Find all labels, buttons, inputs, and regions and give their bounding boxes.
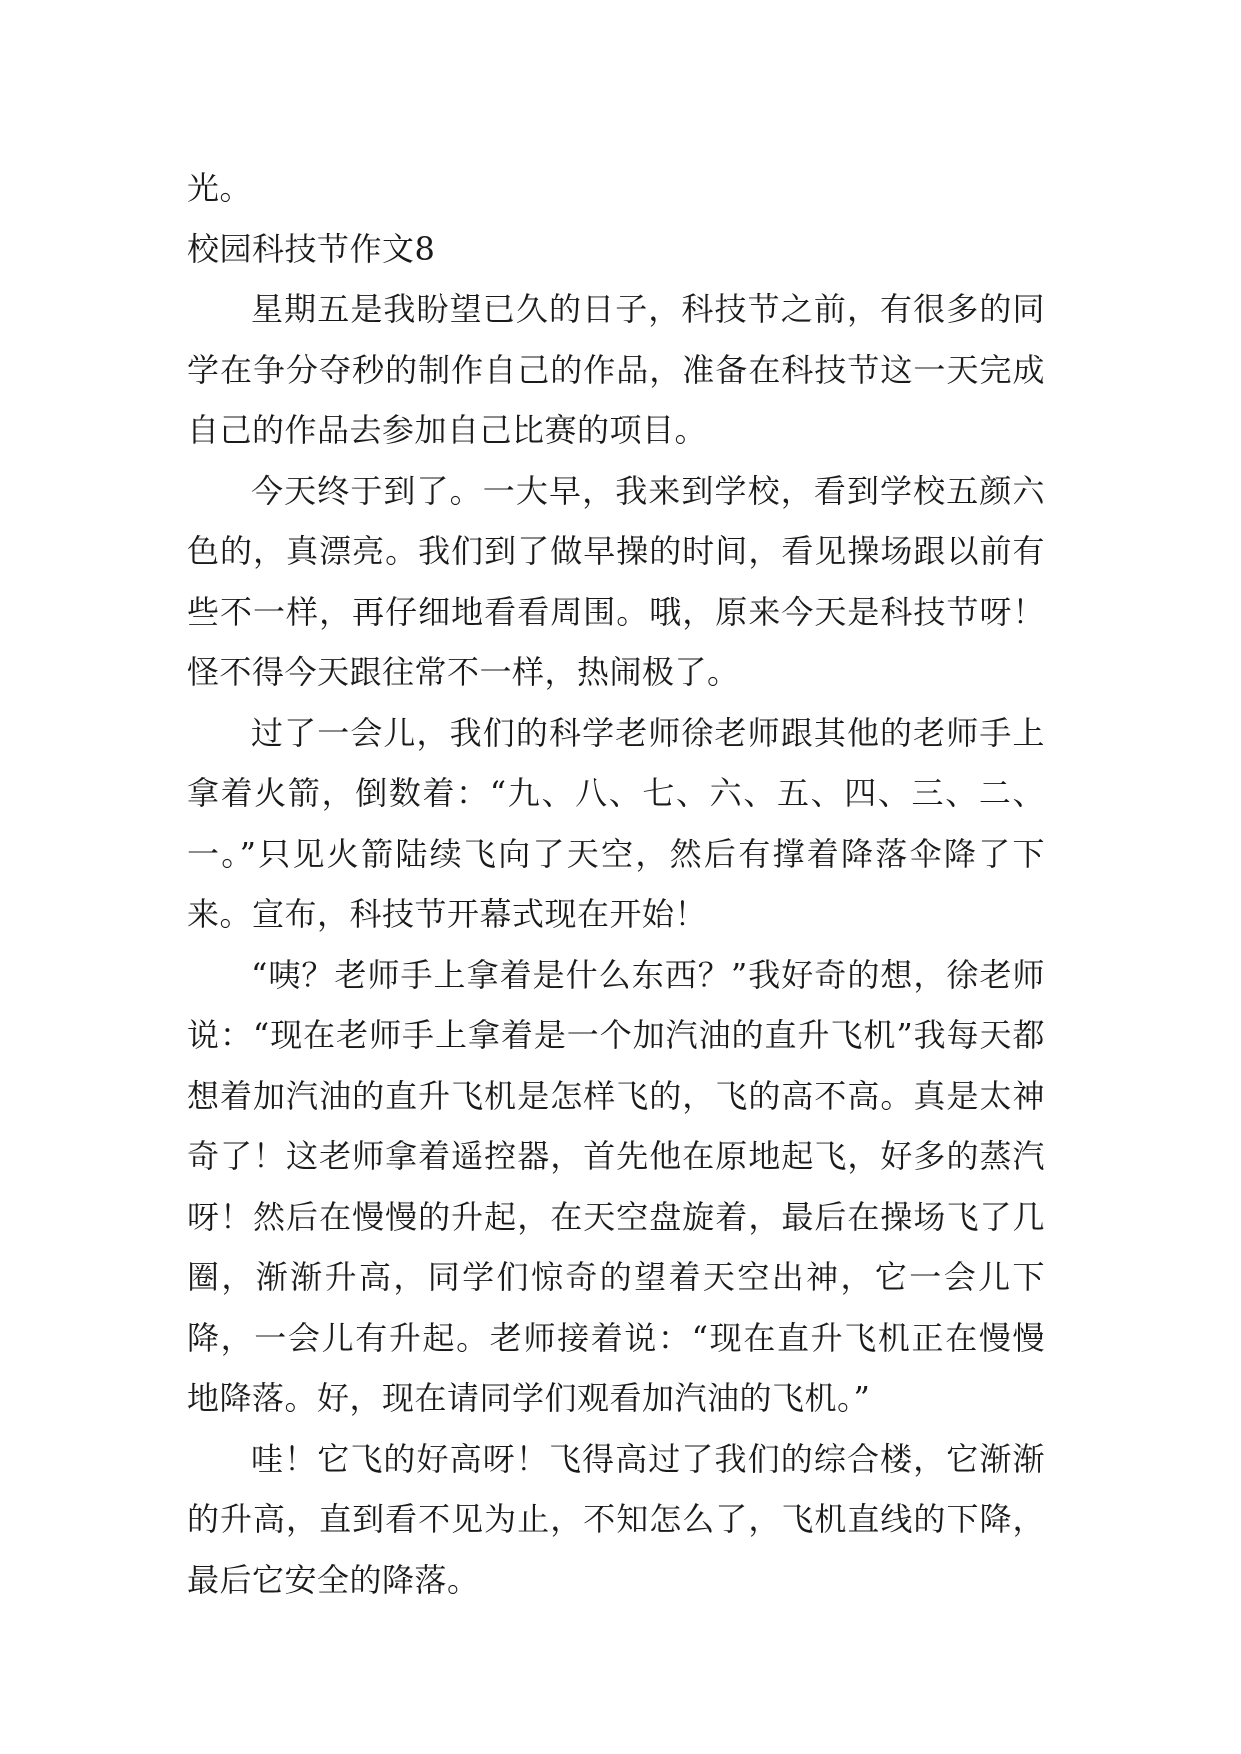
paragraph: 过了一会儿，我们的科学老师徐老师跟其他的老师手上拿着火箭，倒数着：“九、八、七、六、五、四、三、二、一。”只见火箭陆续飞向了天空，然后有撑着降落伞降了下来。宣布，科技节开幕式现在开始！	[187, 713, 1045, 933]
paragraph: 今天终于到了。一大早，我来到学校，看到学校五颜六色的，真漂亮。我们到了做早操的时间，看见操场跟以前有些不一样，再仔细地看看周围。哦，原来今天是科技节呀！怪不得今天跟往常不一样，热闹极了。	[187, 471, 1045, 691]
paragraph: 哇！它飞的好高呀！飞得高过了我们的综合楼，它渐渐的升高，直到看不见为止，不知怎么了，飞机直线的下降，最后它安全的降落。	[187, 1439, 1045, 1599]
paragraph: “咦？老师手上拿着是什么东西？”我好奇的想，徐老师说：“现在老师手上拿着是一个加汽油的直升飞机”我每天都想着加汽油的直升飞机是怎样飞的，飞的高不高。真是太神奇了！这老师拿着遥控器，首先他在原地起飞，好多的蒸汽呀！然后在慢慢的升起，在天空盘旋着，最后在操场飞了几圈，渐渐升高，同学们惊奇的望着天空出神，它一会儿下降，一会儿有升起。老师接着说：“现在直升飞机正在慢慢地降落。好，现在请同学们观看加汽油的飞机。”	[187, 955, 1045, 1417]
paragraph: 星期五是我盼望已久的日子，科技节之前，有很多的同学在争分夺秒的制作自己的作品，准备在科技节这一天完成自己的作品去参加自己比赛的项目。	[187, 290, 1045, 449]
document-page	[187, 158, 1045, 1610]
essay-title: 校园科技节作文8	[187, 229, 436, 268]
continuation-line: 光。	[187, 169, 253, 207]
